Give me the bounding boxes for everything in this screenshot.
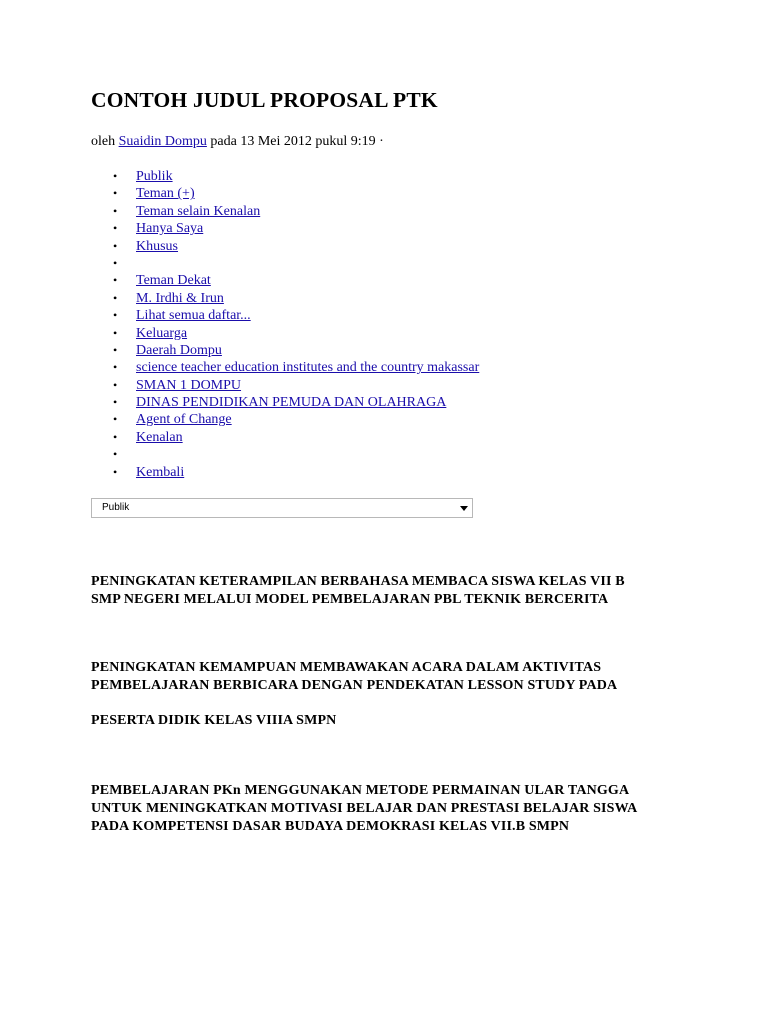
byline-prefix: oleh xyxy=(91,134,116,149)
audience-list-item[interactable] xyxy=(91,394,479,411)
audience-list-item[interactable] xyxy=(91,342,479,359)
author-link[interactable]: Suaidin Dompu xyxy=(118,134,207,149)
bullet-icon: • xyxy=(113,255,118,270)
audience-link[interactable]: Lihat semua daftar... xyxy=(136,308,251,324)
bullet-icon: • xyxy=(113,221,118,236)
audience-link[interactable]: Publik xyxy=(136,169,173,184)
audience-list-item[interactable] xyxy=(91,238,479,255)
audience-link[interactable]: Hanya Saya xyxy=(136,221,204,237)
audience-link[interactable]: Daerah Dompu xyxy=(136,342,222,358)
audience-link[interactable]: Khusus xyxy=(136,238,179,254)
privacy-select[interactable] xyxy=(91,498,473,518)
audience-link[interactable]: Keluarga xyxy=(136,325,188,341)
audience-list-item[interactable] xyxy=(91,290,479,307)
bullet-icon: • xyxy=(113,447,118,462)
audience-link[interactable]: science teacher education institutes and the country makassar xyxy=(136,360,480,376)
byline xyxy=(91,134,384,150)
audience-link[interactable]: Teman Dekat xyxy=(136,273,211,289)
audience-list-item[interactable] xyxy=(91,377,479,394)
audience-list-item[interactable] xyxy=(91,168,479,185)
title-line: PENINGKATAN KEMAMPUAN MEMBAWAKAN ACARA DALAM AKTIVITAS xyxy=(91,660,602,675)
audience-list xyxy=(91,168,479,481)
audience-link[interactable]: Agent of Change xyxy=(136,412,232,428)
audience-list-item[interactable] xyxy=(91,203,479,220)
bullet-icon: • xyxy=(113,412,118,427)
bullet-icon: • xyxy=(113,290,118,305)
audience-link[interactable]: SMAN 1 DOMPU xyxy=(136,377,242,393)
title-line: SMP NEGERI MELALUI MODEL PEMBELAJARAN PBL TEKNIK BERCERITA xyxy=(91,592,609,607)
chevron-down-icon[interactable] xyxy=(460,506,468,511)
title-line: PESERTA DIDIK KELAS VIIIA SMPN xyxy=(91,713,337,728)
audience-list-item xyxy=(91,255,479,272)
bullet-icon: • xyxy=(113,360,118,375)
title-line: PENINGKATAN KETERAMPILAN BERBAHASA MEMBACA SISWA KELAS VII B xyxy=(91,574,625,589)
title-line: UNTUK MENINGKATKAN MOTIVASI BELAJAR DAN PRESTASI BELAJAR SISWA xyxy=(91,801,638,816)
title-item xyxy=(91,782,637,836)
bullet-icon: • xyxy=(113,325,118,340)
title-item xyxy=(91,573,625,609)
audience-list-item[interactable] xyxy=(91,325,479,342)
audience-list-item[interactable] xyxy=(91,464,479,481)
bullet-icon: • xyxy=(113,377,118,392)
title-line: PEMBELAJARAN BERBICARA DENGAN PENDEKATAN LESSON STUDY PADA xyxy=(91,678,618,693)
bullet-icon: • xyxy=(113,464,118,479)
page-title: CONTOH JUDUL PROPOSAL PTK xyxy=(91,88,438,112)
audience-link[interactable]: DINAS PENDIDIKAN PEMUDA DAN OLAHRAGA xyxy=(136,395,447,411)
audience-list-item[interactable] xyxy=(91,411,479,428)
audience-list-item xyxy=(91,446,479,463)
audience-link[interactable]: Teman selain Kenalan xyxy=(136,203,261,219)
audience-list-item[interactable] xyxy=(91,272,479,289)
bullet-icon: • xyxy=(113,273,118,288)
title-item xyxy=(91,712,336,730)
bullet-icon: • xyxy=(113,203,118,218)
title-line: PEMBELAJARAN PKn MENGGUNAKAN METODE PERMAINAN ULAR TANGGA xyxy=(91,783,630,798)
audience-list-item[interactable] xyxy=(91,429,479,446)
audience-link[interactable]: Kembali xyxy=(136,464,185,480)
audience-link[interactable]: Teman (+) xyxy=(136,186,195,202)
bullet-icon: • xyxy=(113,342,118,357)
bullet-icon: • xyxy=(113,429,118,444)
title-item xyxy=(91,659,617,695)
title-line: PADA KOMPETENSI DASAR BUDAYA DEMOKRASI KELAS VII.B SMPN xyxy=(91,819,570,834)
audience-list-item[interactable] xyxy=(91,185,479,202)
audience-list-item[interactable] xyxy=(91,307,479,324)
audience-link[interactable]: M. Irdhi & Irun xyxy=(136,290,224,306)
bullet-icon: • xyxy=(113,238,118,253)
byline-date: pada 13 Mei 2012 pukul 9:19 · xyxy=(210,134,384,149)
audience-link[interactable]: Kenalan xyxy=(136,429,183,445)
audience-list-item[interactable] xyxy=(91,359,479,376)
audience-list-item[interactable] xyxy=(91,220,479,237)
bullet-icon: • xyxy=(113,169,118,183)
privacy-select-value: Publik xyxy=(102,502,130,513)
bullet-icon: • xyxy=(113,186,118,201)
bullet-icon: • xyxy=(113,308,118,323)
bullet-icon: • xyxy=(113,395,118,410)
